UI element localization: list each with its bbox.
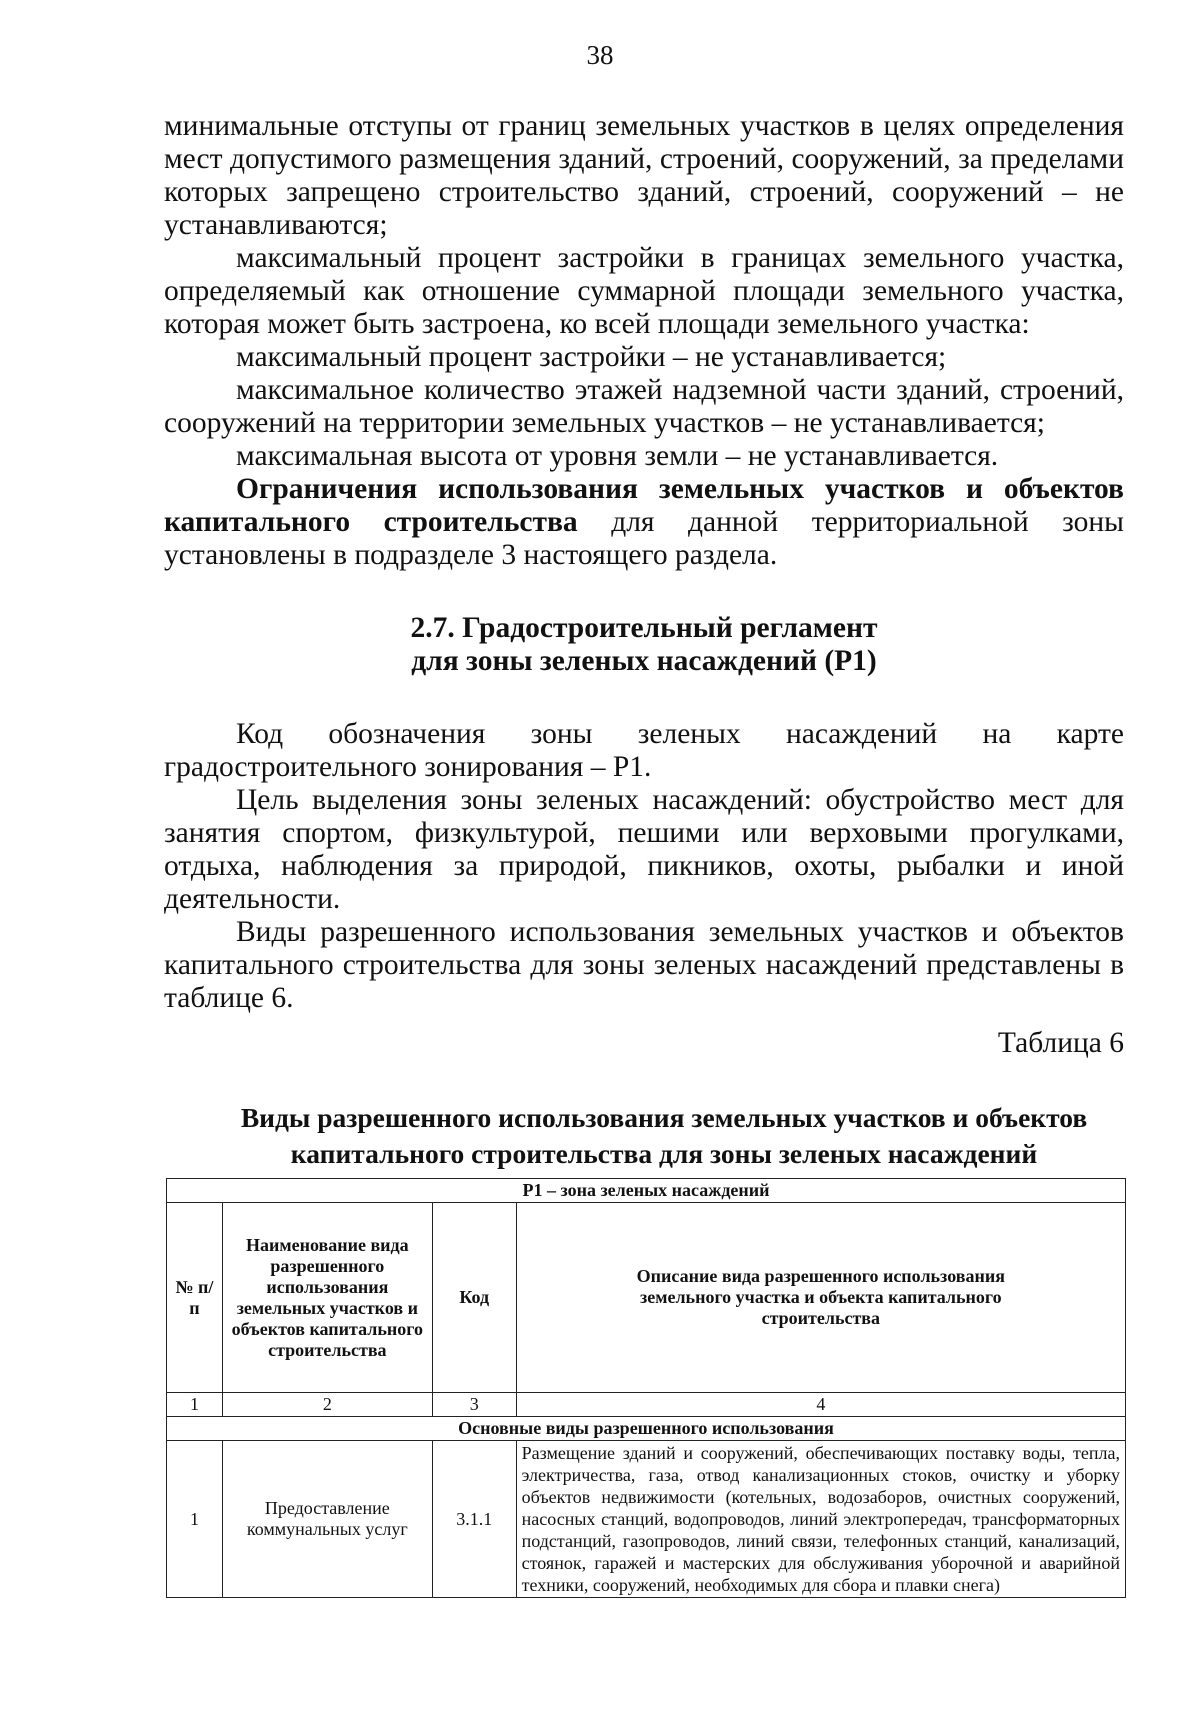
restrictions-bold-text: Ограничения использования земельных участков и объектов капитального строительства — [164, 473, 1124, 538]
paragraph-min-setbacks: минимальные отступы от границ земельных участков в целях определения мест допустимого размещения зданий, строений, сооружений, за пределами которых запрещено строительство зданий, строений, сооружений – не устанавливаются; — [164, 110, 1124, 241]
permitted-uses-table — [166, 1178, 1126, 1598]
column-number-4: 4 — [516, 1393, 1125, 1417]
column-header-description: Описание вида разрешенного использования земельного участка и объекта капитального строительства — [516, 1203, 1125, 1393]
paragraph-zone-purpose: Цель выделения зоны зеленых насаждений: обустройство мест для занятия спортом, физкультурой, пешими или верховыми прогулками, отдыха, наблюдения за природой, пикников, охоты, рыбалки и иной деятельности. — [164, 784, 1124, 915]
column-number-2: 2 — [222, 1393, 432, 1417]
paragraph-max-building-percent-def: максимальный процент застройки в границах земельного участка, определяемый как отношение суммарной площади земельного участка, которая может быть застроена, ко всей площади земельного участка: — [164, 242, 1124, 340]
row-description: Размещение зданий и сооружений, обеспечивающих поставку воды, тепла, электричества, газа, отвод канализационных стоков, очистку и уборку объектов недвижимости (котельных, водозаборов, очистных сооружений, насосных станций, водопроводов, линий электропередач, трансформаторных подстанций, газопроводов, линий связи, телефонных станций, канализаций, стоянок, гаражей и мастерских для обслуживания уборочной и аварийной техники, сооружений, необходимых для сбора и плавки снега) — [516, 1441, 1125, 1598]
section-heading-line2: для зоны зеленых насаждений (Р1) — [411, 645, 877, 677]
restrictions-rest-text: для данной территориальной зоны установлены в подразделе 3 настоящего раздела. — [164, 506, 1124, 571]
paragraph-permitted-uses: Виды разрешенного использования земельных участков и объектов капитального строительства для зоны зеленых насаждений представлены в таблице 6. — [164, 916, 1124, 1014]
table-caption-line2: капитального строительства для зоны зеленых насаждений — [290, 1138, 1038, 1169]
row-code: 3.1.1 — [432, 1441, 516, 1598]
row-use-name: Предоставление коммунальных услуг — [222, 1441, 432, 1598]
row-number: 1 — [167, 1441, 223, 1598]
column-number-1: 1 — [167, 1393, 223, 1417]
document-body — [164, 110, 1124, 1172]
column-header-number: № п/п — [167, 1203, 223, 1393]
table-group-header: Основные виды разрешенного использования — [167, 1417, 1126, 1441]
column-header-code: Код — [432, 1203, 516, 1393]
table-row — [167, 1441, 1126, 1598]
paragraph-restrictions — [164, 473, 1124, 572]
table-label: Таблица 6 — [997, 1027, 1124, 1059]
table-caption-line1: Виды разрешенного использования земельных участков и объектов — [240, 1102, 1088, 1133]
table-zone-header: Р1 – зона зеленых насаждений — [167, 1179, 1126, 1203]
column-header-name: Наименование вида разрешенного использования земельных участков и объектов капитального строительства — [222, 1203, 432, 1393]
column-number-3: 3 — [432, 1393, 516, 1417]
paragraph-max-floors: максимальное количество этажей надземной части зданий, строений, сооружений на территории земельных участков – не устанавливается; — [164, 374, 1124, 439]
paragraph-max-building-percent: максимальный процент застройки – не устанавливается; — [236, 341, 947, 373]
paragraph-max-height: максимальная высота от уровня земли – не устанавливается. — [236, 440, 999, 472]
section-heading-line1: 2.7. Градостроительный регламент — [410, 612, 878, 644]
paragraph-zone-code: Код обозначения зоны зеленых насаждений на карте градостроительного зонирования – Р1. — [164, 718, 1124, 783]
page-number: 38 — [586, 40, 614, 70]
